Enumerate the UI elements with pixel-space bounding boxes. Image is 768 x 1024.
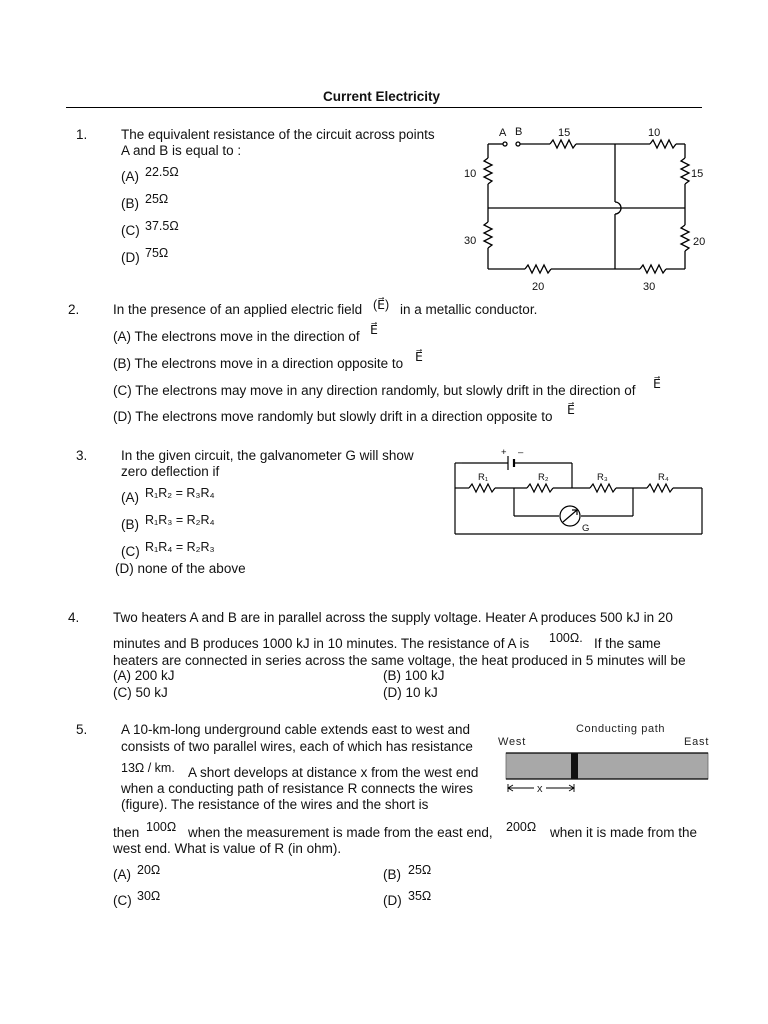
- q5-label-conducting-path: Conducting path: [576, 723, 666, 735]
- q2-option-a: (A) The electrons move in the direction of: [113, 329, 360, 344]
- q5-option-b-label: (B): [383, 867, 401, 882]
- q3-label-g: G: [582, 523, 590, 534]
- q3-option-d: (D) none of the above: [115, 561, 246, 576]
- q1-label-left-bot: 30: [464, 235, 477, 247]
- q5-cable-diagram: [494, 718, 714, 800]
- q5-label-east: East: [684, 736, 710, 748]
- q1-circuit-diagram: [455, 120, 715, 300]
- q5-option-c-label: (C): [113, 893, 132, 908]
- q3-label-plus: +: [501, 447, 507, 458]
- q3-option-b-value: R₁R₃ = R₂R₄: [145, 513, 215, 527]
- q5-line1: A 10-km-long underground cable extends east to west and: [121, 722, 470, 737]
- q2-option-c-e: E⃗: [653, 377, 661, 391]
- q2-option-d-e: E⃗: [567, 403, 575, 417]
- q2-text-a: In the presence of an applied electric field: [113, 302, 363, 317]
- q5-option-c-value: 30Ω: [137, 889, 161, 903]
- q1-label-top2: 10: [648, 127, 661, 139]
- q5-line3: A short develops at distance x from the west end: [188, 765, 479, 780]
- q3-option-c-label: (C): [121, 544, 140, 559]
- q3-option-b-label: (B): [121, 517, 139, 532]
- q2-option-d: (D) The electrons move randomly but slowly drift in a direction opposite to: [113, 409, 553, 424]
- q5-option-a-value: 20Ω: [137, 863, 161, 877]
- q1-option-b-label: (B): [121, 196, 139, 211]
- q5-line7: west end. What is value of R (in ohm).: [113, 841, 342, 856]
- q5-short-path: [571, 753, 578, 779]
- q5-label-west: West: [498, 736, 527, 748]
- q3-option-c-value: R₁R₄ = R₂R₃: [145, 540, 215, 554]
- q3-circuit-diagram: [452, 446, 710, 542]
- q3-text-line2: zero deflection if: [121, 464, 220, 479]
- q1-option-d-value: 75Ω: [145, 246, 169, 260]
- q3-label-r3: R₃: [597, 472, 608, 483]
- q4-option-a: (A) 200 kJ: [113, 668, 175, 683]
- q3-option-a-label: (A): [121, 490, 139, 505]
- q4-line2-a: minutes and B produces 1000 kJ in 10 minutes. The resistance of A is: [113, 636, 530, 651]
- q5-line6-a: then: [113, 825, 140, 840]
- q1-label-left-top: 10: [464, 168, 477, 180]
- q4-line3: heaters are connected in series across the same voltage, the heat produced in 5 minutes will be: [113, 653, 686, 668]
- page-title: Current Electricity: [323, 89, 441, 104]
- q1-label-a: A: [499, 127, 507, 139]
- q2-option-a-e: E⃗: [370, 323, 378, 337]
- q2-option-b: (B) The electrons move in a direction opposite to: [113, 356, 404, 371]
- q4-option-c: (C) 50 kJ: [113, 685, 168, 700]
- q3-text-line1: In the given circuit, the galvanometer G will show: [121, 448, 414, 463]
- q1-option-c-value: 37.5Ω: [145, 219, 179, 233]
- q3-label-r4: R₄: [658, 472, 669, 483]
- q3-option-a-value: R₁R₂ = R₃R₄: [145, 486, 215, 500]
- q5-value-west: 200Ω: [506, 820, 537, 834]
- q5-option-d-label: (D): [383, 893, 402, 908]
- q5-line5: (figure). The resistance of the wires and the short is: [121, 797, 429, 812]
- q3-number: 3.: [76, 448, 88, 463]
- q4-number: 4.: [68, 610, 80, 625]
- q5-option-a-label: (A): [113, 867, 131, 882]
- q2-number: 2.: [68, 302, 80, 317]
- q5-label-x: x: [537, 783, 543, 795]
- q1-label-b: B: [515, 126, 523, 138]
- q4-option-d: (D) 10 kJ: [383, 685, 438, 700]
- q5-line4: when a conducting path of resistance R connects the wires: [121, 781, 473, 796]
- q1-option-d-label: (D): [121, 250, 140, 265]
- q5-resistance-per-km: 13Ω / km.: [121, 761, 175, 775]
- q1-text-line2: A and B is equal to :: [121, 143, 242, 158]
- q1-label-right-bot: 20: [693, 236, 706, 248]
- q4-line2-b: If the same: [594, 636, 661, 651]
- q2-text-b: in a metallic conductor.: [400, 302, 538, 317]
- q2-field-symbol: (E⃗): [373, 298, 390, 312]
- q1-option-a-label: (A): [121, 169, 139, 184]
- q1-label-bot2: 30: [643, 281, 656, 293]
- q5-option-d-value: 35Ω: [408, 889, 432, 903]
- q3-label-r2: R₂: [538, 472, 549, 483]
- q1-option-b-value: 25Ω: [145, 192, 169, 206]
- q1-label-right-top: 15: [691, 168, 704, 180]
- q4-line1: Two heaters A and B are in parallel across the supply voltage. Heater A produces 500 kJ in 20: [113, 610, 673, 625]
- q4-option-b: (B) 100 kJ: [383, 668, 445, 683]
- q5-option-b-value: 25Ω: [408, 863, 432, 877]
- q5-line2: consists of two parallel wires, each of which has resistance: [121, 739, 473, 754]
- q3-label-r1: R₁: [478, 472, 489, 483]
- q5-line6-c: when it is made from the: [550, 825, 698, 840]
- q1-option-c-label: (C): [121, 223, 140, 238]
- q5-cable-body: [506, 753, 708, 779]
- q1-label-bot1: 20: [532, 281, 545, 293]
- q4-resistance: 100Ω.: [549, 631, 583, 645]
- q3-label-minus: –: [518, 447, 524, 458]
- q2-option-b-e: E⃗: [415, 350, 423, 364]
- q1-text-line1: The equivalent resistance of the circuit across points: [121, 127, 435, 142]
- q1-number: 1.: [76, 127, 88, 142]
- q5-number: 5.: [76, 722, 88, 737]
- q1-label-top1: 15: [558, 127, 571, 139]
- title-divider: [66, 107, 702, 108]
- q5-line6-b: when the measurement is made from the east end,: [188, 825, 493, 840]
- q1-option-a-value: 22.5Ω: [145, 165, 179, 179]
- q2-option-c: (C) The electrons may move in any direction randomly, but slowly drift in the direction of: [113, 383, 636, 398]
- q5-value-east: 100Ω: [146, 820, 177, 834]
